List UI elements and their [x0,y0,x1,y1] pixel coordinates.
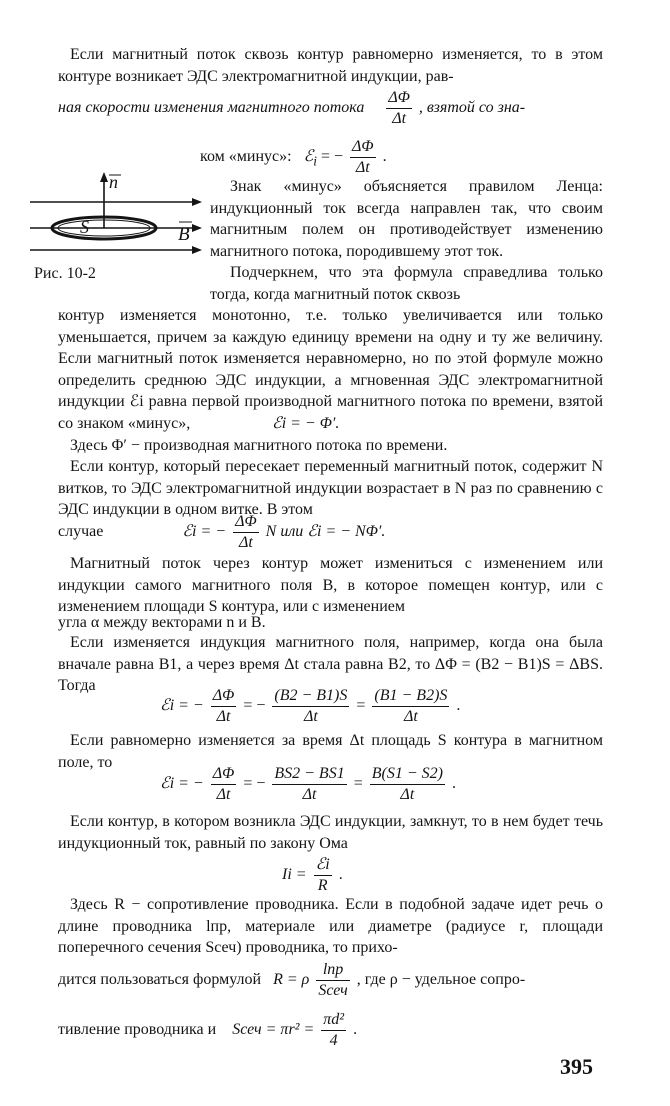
f6-frac [314,855,332,896]
f5-num1: ΔΦ [211,764,237,785]
formula-turns-fraction [233,512,259,553]
f4-frac2 [272,686,349,727]
f7-num: lпр [316,960,349,981]
f4-eq3: = [356,697,366,715]
f5-den3: Δt [400,786,415,803]
intro-continuation: ная скорости изменения магнитного потока [58,99,365,117]
figure-caption: Рис. 10-2 [34,265,96,282]
formula-emf [200,137,387,178]
paragraph-ohm: Если контур, в котором возникла ЭДС индукции, замкнут, то в нем будет течь индукционный ток, равный по закону Ома [58,813,603,852]
paragraph-induction-change: Если изменяется индукция магнитного поля, например, когда она была вначале равна B1, а через время Δt стала равна B2, то ΔΦ = (B2 − B1)S = ΔBS. Тогда [58,634,603,694]
formula-turns-numerator: ΔΦ [233,512,259,533]
emf-symbol: ℰ [303,148,314,166]
intro-end: , взятой со зна- [418,99,526,117]
paragraph-flux-change: Магнитный поток через контур может измениться с изменением или индукции самого магнитного поля B, в которое помещен контур, или с изменением площади S контура, или с изменением [58,555,603,615]
f8-dot: . [353,1021,358,1039]
f8-frac [321,1010,346,1051]
label-b: B [178,224,190,245]
paragraph-derivative: Здесь Φ′ − производная магнитного потока по времени. [70,437,448,454]
f5-den2: Δt [302,786,317,803]
label-s: S [80,217,89,237]
f4-lhs: ℰi = − [160,697,204,715]
f8-prefix: тивление проводника и [58,1021,217,1039]
rate-denominator: Δt [392,110,407,127]
f6-num: ℰi [314,855,332,876]
f5-eq2: = − [243,775,266,793]
f7-suffix: , где ρ − удельное сопро- [356,971,526,989]
f4-frac1 [211,686,237,727]
f8-den: 4 [329,1032,338,1049]
formula-area-line [58,1010,357,1051]
f8-lhs: Sсеч = πr² = [232,1021,315,1039]
formula-induction [160,686,460,727]
paragraph-lenz: Знак «минус» объясняется правилом Ленца: индукционный ток всегда направлен так, что своим магнитным полем он противодействует изменению магнитного потока, породившему этот ток. [210,178,603,260]
formula-emf-equals: = − [320,148,344,166]
formula-turns-rest: N или ℰi = − NΦ′. [265,523,386,541]
f7-lhs: R = ρ [273,971,310,989]
f4-den1: Δt [216,708,231,725]
formula-line-rate [58,88,525,129]
f5-num3: B(S1 − S2) [370,764,445,785]
f5-num2: BS2 − BS1 [272,764,346,785]
label-n: n [109,172,118,192]
formula-turns-line [58,512,385,553]
formula-instantaneous-emf: ℰi = − Φ′. [272,415,340,432]
formula-turns-lhs: ℰi = − [182,523,227,541]
figure-10-2 [22,170,207,285]
paragraph-intro: Если магнитный поток сквозь контур равномерно изменяется, то в этом контуре возникает ЭДС электромагнитной индукции, рав- [58,46,603,85]
f6-lhs: Ii = [282,866,307,884]
f6-dot: . [338,866,343,884]
f4-dot: . [456,697,461,715]
f4-frac3 [372,686,449,727]
formula-emf-denominator: Δt [355,159,370,176]
page-number: 395 [560,1054,593,1079]
arrowhead-icon [192,198,202,206]
f5-frac1 [211,764,237,805]
emf-subscript: i [313,153,317,169]
arrowhead-icon [192,224,202,232]
formula-emf-fraction [350,137,376,178]
formula-area [160,764,456,805]
f5-den1: Δt [216,786,231,803]
f4-num3: (B1 − B2)S [372,686,449,707]
f5-eq3: = [353,775,363,793]
paragraph-monotone: контур изменяется монотонно, т.е. только увеличивается или только уменьшается, причем за каждую единицу времени на одну и ту же величину. Если магнитный поток изменяется неравномерно, но по этой формуле можно определить среднюю ЭДС индукции, а мгновенная ЭДС электромагнитной индукции ℰi равна первой производной магнитного потока по времени, взятой со знаком «минус», [58,307,603,432]
paragraph-turns: Если контур, который пересекает переменный магнитный поток, содержит N витков, то ЭДС электромагнитной индукции возрастает в N раз по сравнению с ЭДС индукции в одном витке. В этом [58,458,603,518]
f5-frac2 [272,764,346,805]
rate-numerator: ΔΦ [386,88,412,109]
f4-eq2: = − [243,697,266,715]
f8-num: πd² [321,1010,346,1031]
f7-den: Sсеч [318,982,348,999]
paragraph-monotone-start: Подчеркнем, что эта формула справедлива только тогда, когда магнитный поток сквозь [210,264,603,303]
angle-line: угла α между векторами n и B. [58,614,266,631]
f5-lhs: ℰi = − [160,775,204,793]
f7-frac [316,960,349,1001]
f6-den: R [317,877,328,894]
paragraph-resistance: Здесь R − сопротивление проводника. Если в подобной задаче идет речь о длине проводника lпр, материале или диаметре (радиусе r, площади поперечного сечения Sсеч) проводника, то прихо- [58,896,603,956]
formula-turns-prefix: случае [58,523,104,541]
f5-frac3 [370,764,445,805]
arrowhead-icon [100,172,108,182]
f4-num2: (B2 − B1)S [272,686,349,707]
f4-num1: ΔΦ [211,686,237,707]
rate-fraction [386,88,412,129]
f5-dot: . [451,775,456,793]
f4-den3: Δt [403,708,418,725]
f7-prefix: дится пользоваться формулой [58,971,262,989]
f4-den2: Δt [303,708,318,725]
formula-emf-numerator: ΔΦ [350,137,376,158]
formula-emf-dot: . [382,148,387,166]
formula-resistance-line [58,960,525,1001]
paragraph-area-change: Если равномерно изменяется за время Δt площадь S контура в магнитном поле, то [58,732,603,771]
arrowhead-icon [192,246,202,254]
formula-turns-denominator: Δt [238,534,253,551]
formula-current [282,855,343,896]
formula-emf-prefix: ком «минус»: [200,148,292,166]
